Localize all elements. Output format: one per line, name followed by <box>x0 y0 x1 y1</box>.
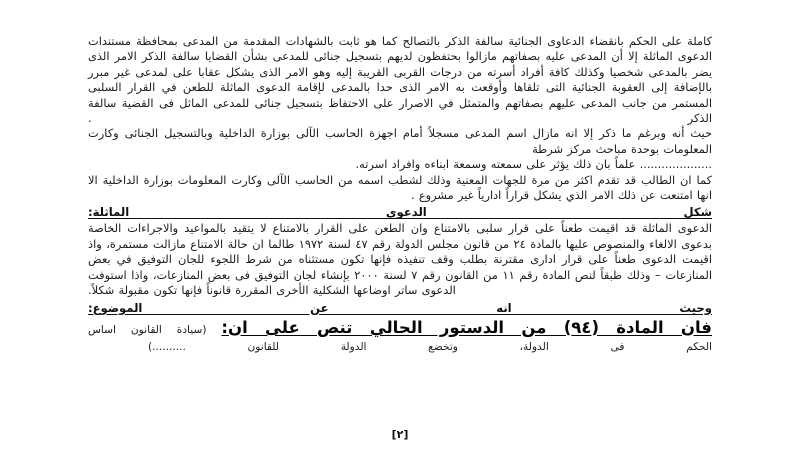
paragraph-4: كما ان الطالب قد تقدم اكثر من مرة للجهات المعنية وذلك لشطب اسمه من الحاسب الآلى وكارت المعلومات بوزارة الداخلية الا انها امتنعت عن ذلك الامر الذي يشكل قراراً ادارياً غير مشروع . <box>88 172 712 203</box>
constitution-article-line <box>88 319 712 339</box>
constitution-article-continuation: الحكم فى الدولة، وتخضع الدولة للقانون ..........) <box>148 340 712 353</box>
paragraph-1: كاملة على الحكم بانقضاء الدعاوى الجنائية سالفة الذكر بالتصالح كما هو ثابت بالشهادات المقدمة من المدعى بمحافظة مستندات الدعوى الماثلة إلا أن المدعى عليه بصفاتهم مازالوا بحتفظون لديهم بتسجيل جنائى للمدعى بشأن القضايا سالفة الذكر الامر الذى يضر بالمدعى شخصيا وكذلك كافة أفراد أسرته من درجات القربى القريبة إليه وهو الامر الذى يشكل عقابا على لمدعى غير مبرر بالإضافة إلى العقوبة الجنائية التى تلقاها وأوقعت به الامر الذى حدا بالمدعى لإقامة الدعوى الماثلة للطعن في القرار السلبى المستمر من جانب المدعى عليهم بصفاتهم والمتمثل في الاصرار على الاحتفاظ بتسجيل جنائى للمدعى الماثل فى القضية سالفة الذكر . <box>88 34 712 126</box>
page-number-marker: [٢] <box>391 428 409 441</box>
paragraph-5: الدعوى الماثلة قد اقيمت طعناً على قرار سلبى بالامتناع وان الطعن على القرار بالامتناع لا يتقيد بالمواعيد والاجراءات الخاصة بدعوى الالغاء والمنصوص عليها بالمادة ٢٤ من قانون مجلس الدولة رقم ٤٧ لسنة ١٩٧٢ طالما ان حالة الامتناع مازالت مستمرة، واذ اقيمت الدعوى طعناً على قرار ادارى مقترنة بطلب وقف تنفيذه فإنها تكون مستثناه من شرط اللجوء للجان التوفيق في بعض المنازعات – وذلك طبقاً لنص المادة رقم ١١ من القانون رقم ٧ لسنة ٢٠٠٠ بإنشاء لجان التوفيق فى بعض المنازعات، واذا استوفت الدعوى ساتر اوضاعها الشكلية الأخرى المقررة قانوناً فإنها تكون مقبولة شكلاً. <box>88 221 712 298</box>
heading-case-form: شكل الدعوى الماثلة: <box>88 205 712 220</box>
paragraph-2: حيث أنه وبرغم ما ذكر إلا انه مازال اسم المدعى مسجلاً أمام اجهزة الحاسب الآلى بوزارة الداخلية وبالتسجيل الجنائى وكارت المعلومات بوحدة مباحث مركز شرطة <box>88 126 712 156</box>
constitution-article-headline: فان المادة (٩٤) من الدستور الحالي تنص على ان: <box>221 317 712 337</box>
paragraph-3-dotted-line: .................... علماً بان ذلك يؤثر على سمعته وسمعة ابناءه وافراد اسرته. <box>355 157 712 172</box>
constitution-article-quote-open: (سيادة القانون اساس <box>88 323 222 336</box>
document-body <box>88 34 712 355</box>
heading-subject-matter: وحيث انه عن الموضوع: <box>88 300 712 315</box>
